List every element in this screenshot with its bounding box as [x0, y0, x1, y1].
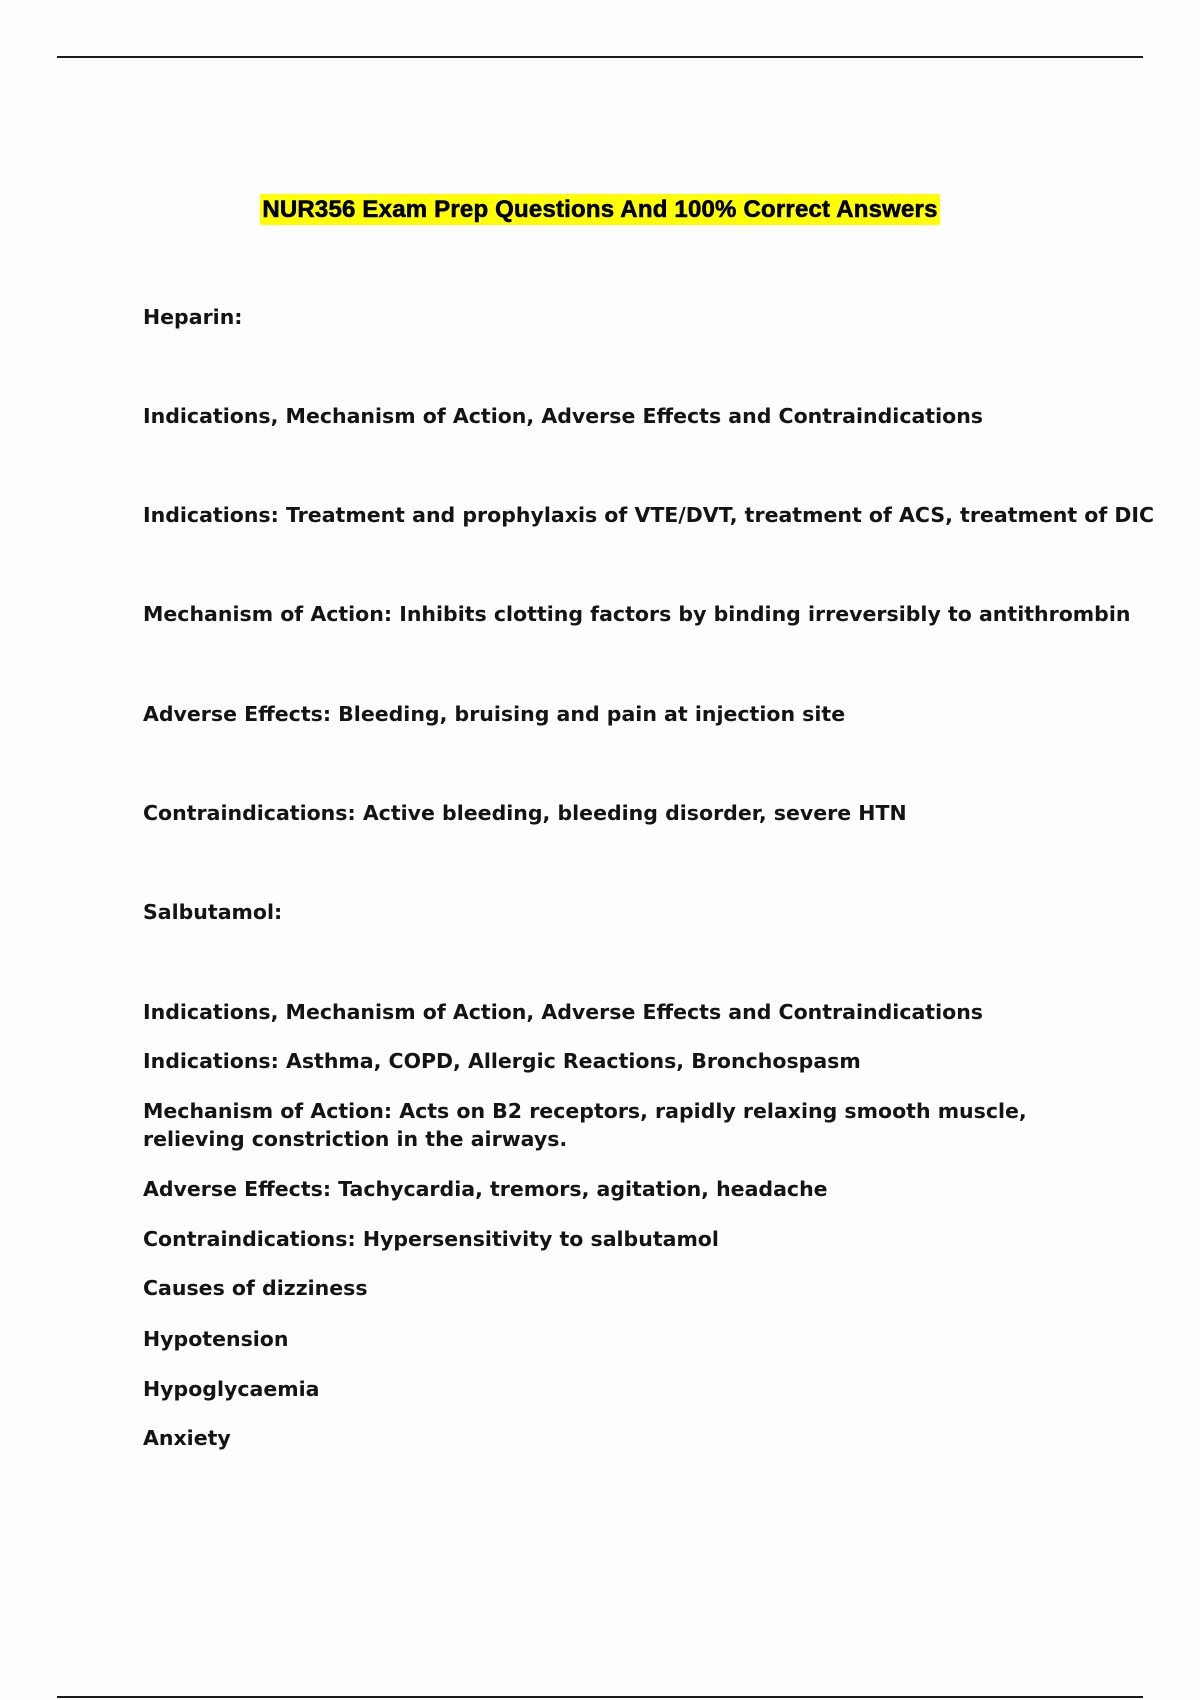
heparin-topics: Indications, Mechanism of Action, Adverse Effects and Contraindications: [143, 404, 984, 428]
salbutamol-topics: Indications, Mechanism of Action, Adverse Effects and Contraindications: [143, 1000, 984, 1024]
document-title: NUR356 Exam Prep Questions And 100% Correct Answers: [262, 196, 938, 223]
salbutamol-adverse-effects: Adverse Effects: Tachycardia, tremors, agitation, headache: [143, 1177, 828, 1201]
title-container: [0, 194, 1200, 225]
heparin-indications: Indications: Treatment and prophylaxis of VTE/DVT, treatment of ACS, treatment of DIC: [143, 503, 1155, 527]
section-heading-dizziness: Causes of dizziness: [143, 1276, 368, 1300]
section-heading-salbutamol: Salbutamol:: [143, 900, 283, 924]
dizziness-cause-item: Anxiety: [143, 1426, 231, 1450]
salbutamol-indications: Indications: Asthma, COPD, Allergic Reactions, Bronchospasm: [143, 1049, 861, 1073]
header-rule: [57, 56, 1143, 58]
dizziness-cause-item: Hypoglycaemia: [143, 1377, 320, 1401]
heparin-mechanism: Mechanism of Action: Inhibits clotting factors by binding irreversibly to antithrombin: [143, 602, 1131, 626]
heparin-contraindications: Contraindications: Active bleeding, bleeding disorder, severe HTN: [143, 801, 907, 825]
footer-rule: [57, 1696, 1143, 1698]
heparin-adverse-effects: Adverse Effects: Bleeding, bruising and pain at injection site: [143, 702, 846, 726]
salbutamol-mechanism: Mechanism of Action: Acts on B2 receptors, rapidly relaxing smooth muscle, relieving constriction in the airways.: [143, 1099, 1027, 1151]
salbutamol-contraindications: Contraindications: Hypersensitivity to salbutamol: [143, 1227, 719, 1251]
section-heading-heparin: Heparin:: [143, 305, 243, 329]
dizziness-cause-item: Hypotension: [143, 1327, 289, 1351]
